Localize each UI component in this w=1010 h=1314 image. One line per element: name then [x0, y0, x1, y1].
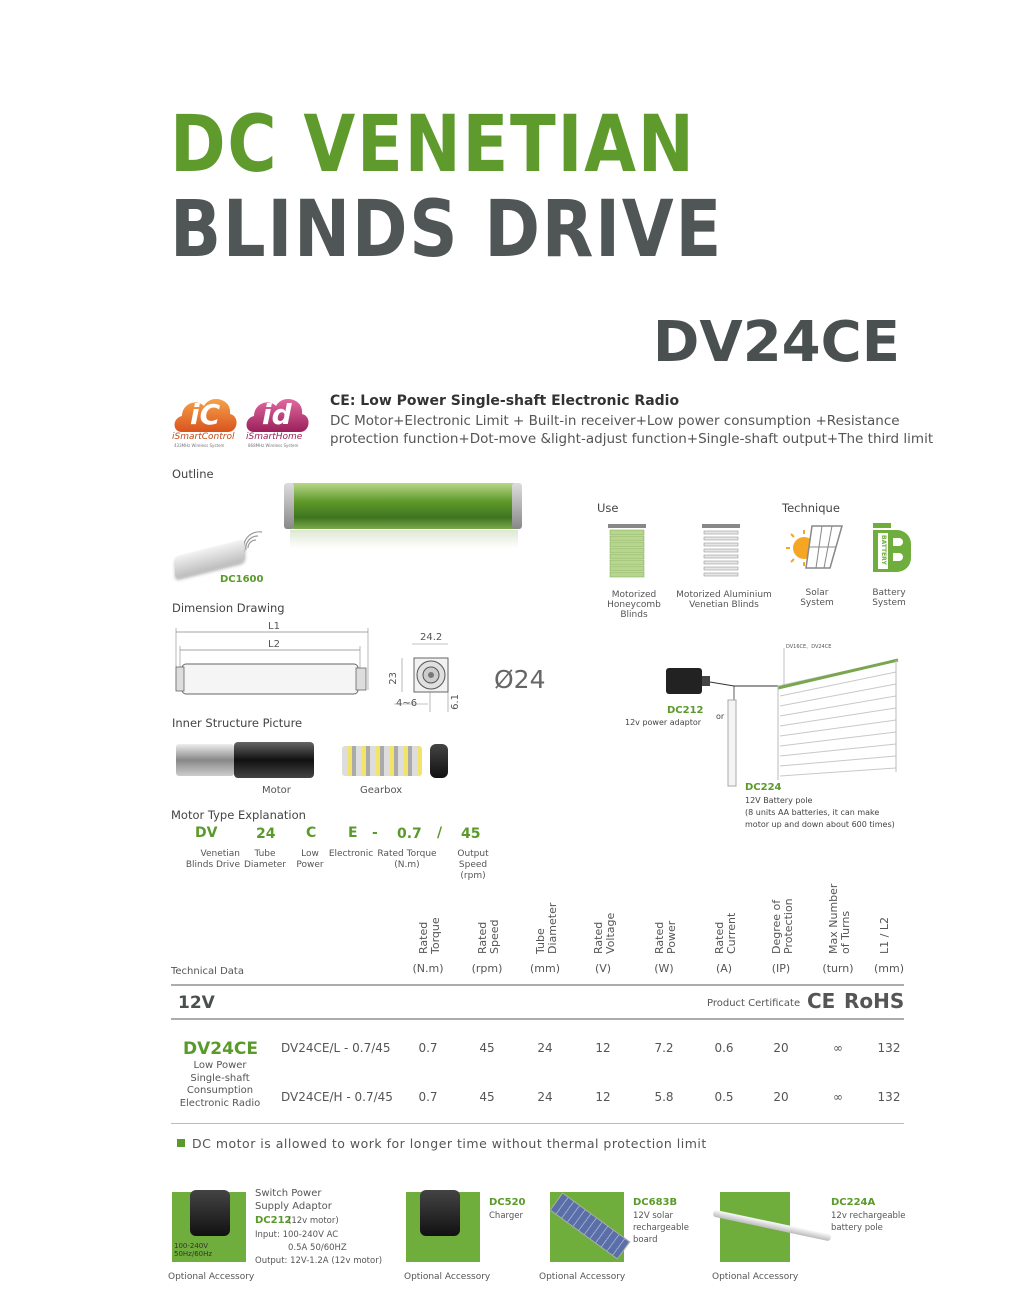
motor-tube-image: [288, 483, 520, 529]
acc1-code-note: (12v motor): [288, 1216, 339, 1226]
acc2-caption: Optional Accessory: [404, 1272, 491, 1282]
type-label-low-power: Low Power: [296, 849, 324, 870]
table-cell: 7.2: [654, 1041, 674, 1055]
table-row-model: DV24CE/L - 0.7/45: [281, 1041, 391, 1055]
logo-ic-letters: iC: [190, 398, 221, 431]
acc3-desc2: rechargeable: [633, 1223, 689, 1233]
dim-height: 23: [388, 672, 399, 685]
type-label-tube: Tube Diameter: [243, 849, 287, 870]
rohs-mark: RoHS: [844, 989, 905, 1013]
type-part-24: 24: [256, 826, 276, 842]
logo-ismartcontrol: [172, 392, 238, 448]
wiring-adaptor-desc: 12v power adaptor: [625, 718, 702, 727]
acc4-desc2: battery pole: [831, 1223, 883, 1233]
outline-label: Outline: [172, 467, 214, 481]
table-cell: 0.5: [714, 1090, 734, 1104]
acc4-caption: Optional Accessory: [712, 1272, 799, 1282]
acc2-desc1: Charger: [489, 1211, 523, 1221]
acc3-code: DC683B: [633, 1197, 678, 1208]
dimension-label: Dimension Drawing: [172, 601, 285, 615]
logo-id-name: iSmartHome: [246, 432, 303, 442]
type-label-electronic: Electronic: [328, 849, 374, 859]
table-cell: 0.7: [418, 1041, 438, 1055]
acc3-desc1: 12V solar: [633, 1211, 674, 1221]
wiring-or: or: [716, 712, 725, 721]
type-part-c: C: [306, 825, 317, 841]
column-header-unit: (N.m): [412, 962, 444, 975]
column-header-name: Max Number of Turns: [827, 883, 852, 954]
dim-diameter: Ø24: [494, 665, 546, 694]
table-group-desc: Low Power Single-shaft Consumption Electronic Radio: [179, 1060, 261, 1109]
table-cell: 0.6: [714, 1041, 734, 1055]
column-header-unit: (mm): [873, 962, 904, 975]
column-header-unit: (V): [594, 962, 612, 975]
acc4-code: DC224A: [831, 1197, 876, 1208]
motor-type-label: Motor Type Explanation: [171, 808, 306, 822]
type-part-dv: DV: [195, 825, 218, 841]
wiring-adaptor-code: DC212: [667, 705, 704, 716]
logo-ic-sub: 433MHz Wireless System: [174, 443, 225, 448]
motor-tube-end-right: [512, 483, 522, 529]
table-rule-bottom: [171, 1123, 904, 1124]
column-header-name: Rated Speed: [476, 919, 501, 954]
acc1-img-text2: 50Hz/60Hz: [174, 1250, 213, 1258]
title-line2: BLINDS DRIVE: [170, 185, 723, 275]
acc3-desc3: board: [633, 1235, 658, 1245]
inner-gearbox-image: [342, 744, 448, 778]
intro-line2: protection function+Dot-move &light-adjust function+Single-shaft output+The third limit: [330, 431, 934, 447]
column-header-name: Rated Current: [713, 912, 738, 954]
type-part-slash: /: [437, 825, 443, 841]
column-header-unit: (turn): [822, 962, 854, 975]
inner-motor-image: [176, 742, 316, 778]
technique-solar-caption: Solar System: [800, 588, 834, 608]
type-label-venetian: Venetian Blinds Drive: [185, 849, 240, 870]
column-header-name: Degree of Protection: [770, 898, 795, 954]
column-header-unit: (A): [715, 962, 733, 975]
type-label-speed: Output Speed (rpm): [457, 849, 489, 881]
inner-motor-label: Motor: [262, 785, 291, 796]
intro-heading: CE: Low Power Single-shaft Electronic Radio: [330, 393, 680, 409]
acc4-desc1: 12v rechargeable: [831, 1211, 906, 1221]
technique-battery-caption: Battery System: [872, 588, 906, 608]
table-rule-mid: [171, 1018, 904, 1020]
table-cell: 132: [877, 1090, 901, 1104]
type-part-dash: -: [372, 825, 378, 841]
wiring-motor-tag: DV16CE、DV24CE: [786, 644, 832, 650]
wireless-signal-icon: [244, 530, 268, 554]
inner-structure-label: Inner Structure Picture: [172, 716, 303, 730]
table-cell: 24: [537, 1090, 553, 1104]
wiring-pole-desc3: motor up and down about 600 times): [745, 820, 895, 829]
intro-line1: DC Motor+Electronic Limit + Built-in receiver+Low power consumption +Resistance: [330, 413, 900, 429]
inner-gearbox-label: Gearbox: [360, 785, 403, 796]
technique-label: Technique: [782, 501, 840, 515]
dim-b: 6.1: [450, 694, 461, 710]
note-bullet-icon: [177, 1139, 185, 1147]
ce-mark: CE: [807, 989, 836, 1013]
table-cell: 20: [773, 1090, 789, 1104]
acc3-caption: Optional Accessory: [539, 1272, 626, 1282]
acc1-input1: Input: 100-240V AC: [255, 1230, 339, 1240]
acc2-code: DC520: [489, 1197, 526, 1208]
acc1-adaptor-image: [190, 1190, 230, 1236]
table-cell: 45: [479, 1041, 495, 1055]
table-cell: 12: [595, 1041, 611, 1055]
table-note: DC motor is allowed to work for longer time without thermal protection limit: [192, 1136, 707, 1151]
type-part-speed: 45: [461, 826, 481, 842]
battery-icon-text: BATTERY: [880, 535, 887, 565]
acc1-title2: Supply Adaptor: [255, 1201, 332, 1212]
venetian-blinds-icon: [700, 522, 742, 584]
column-header-name: Rated Voltage: [592, 912, 617, 954]
motor-tube-end-left: [284, 483, 294, 529]
solar-icon: [786, 522, 844, 572]
table-cell: 0.7: [418, 1090, 438, 1104]
acc1-code: DC212: [255, 1215, 292, 1226]
table-row-model: DV24CE/H - 0.7/45: [281, 1090, 393, 1104]
remote-image: [175, 539, 245, 578]
dim-a: 4~6: [396, 698, 418, 709]
column-header-unit: (IP): [771, 962, 791, 975]
acc2-charger-image: [420, 1190, 460, 1236]
dim-l2: L2: [268, 639, 280, 650]
honeycomb-blinds-icon: [606, 522, 648, 584]
table-group-name: DV24CE: [183, 1039, 259, 1059]
wiring-pole-code: DC224: [745, 782, 782, 793]
logo-ic-name: iSmartControl: [172, 432, 235, 442]
motor-tube-reflection: [290, 530, 518, 548]
technical-data-label: Technical Data: [171, 966, 244, 977]
column-header-name: L1 / L2: [878, 917, 891, 954]
column-header-unit: (mm): [529, 962, 560, 975]
table-voltage: 12V: [178, 993, 215, 1013]
acc1-caption: Optional Accessory: [168, 1272, 255, 1282]
use-honeycomb-caption: Motorized Honeycomb Blinds: [607, 590, 661, 620]
logo-id-sub: 868MHz Wireless System: [248, 443, 299, 448]
table-cell: 24: [537, 1041, 553, 1055]
acc1-output: Output: 12V-1.2A (12v motor): [255, 1256, 383, 1266]
column-header-unit: (W): [654, 962, 674, 975]
table-cell: ∞: [833, 1041, 843, 1055]
use-label: Use: [597, 501, 619, 515]
wiring-pole-desc2: (8 units AA batteries, it can make: [745, 808, 880, 817]
table-cell: 5.8: [654, 1090, 674, 1104]
product-certificate-label: Product Certificate: [707, 998, 801, 1009]
table-cell: 45: [479, 1090, 495, 1104]
dim-l1: L1: [268, 621, 280, 632]
column-header-name: Rated Power: [653, 920, 678, 954]
table-cell: 20: [773, 1041, 789, 1055]
logo-id-letters: id: [262, 398, 292, 431]
model-heading: DV24CE: [652, 310, 900, 375]
title-line1: DC VENETIAN: [170, 100, 696, 190]
column-header-unit: (rpm): [471, 962, 503, 975]
wiring-pole-desc1: 12V Battery pole: [745, 796, 813, 805]
column-header-name: Rated Torque: [417, 917, 442, 954]
use-venetian-caption: Motorized Aluminium Venetian Blinds: [676, 590, 772, 610]
acc1-img-text1: 100-240V: [174, 1242, 209, 1250]
dim-width: 24.2: [420, 632, 443, 643]
type-label-torque: Rated Torque (N.m): [377, 849, 437, 870]
table-cell: 132: [877, 1041, 901, 1055]
table-rule-top: [171, 984, 904, 986]
battery-icon: [873, 523, 911, 573]
logo-ismarthome: [244, 392, 310, 448]
type-part-e: E: [348, 825, 358, 841]
acc1-title1: Switch Power: [255, 1188, 322, 1199]
acc1-input2: 0.5A 50/60HZ: [288, 1243, 347, 1253]
type-part-torque: 0.7: [397, 826, 422, 842]
table-cell: ∞: [833, 1090, 843, 1104]
table-cell: 12: [595, 1090, 611, 1104]
column-header-name: Tube Diameter: [534, 902, 559, 954]
remote-label: DC1600: [220, 574, 264, 585]
